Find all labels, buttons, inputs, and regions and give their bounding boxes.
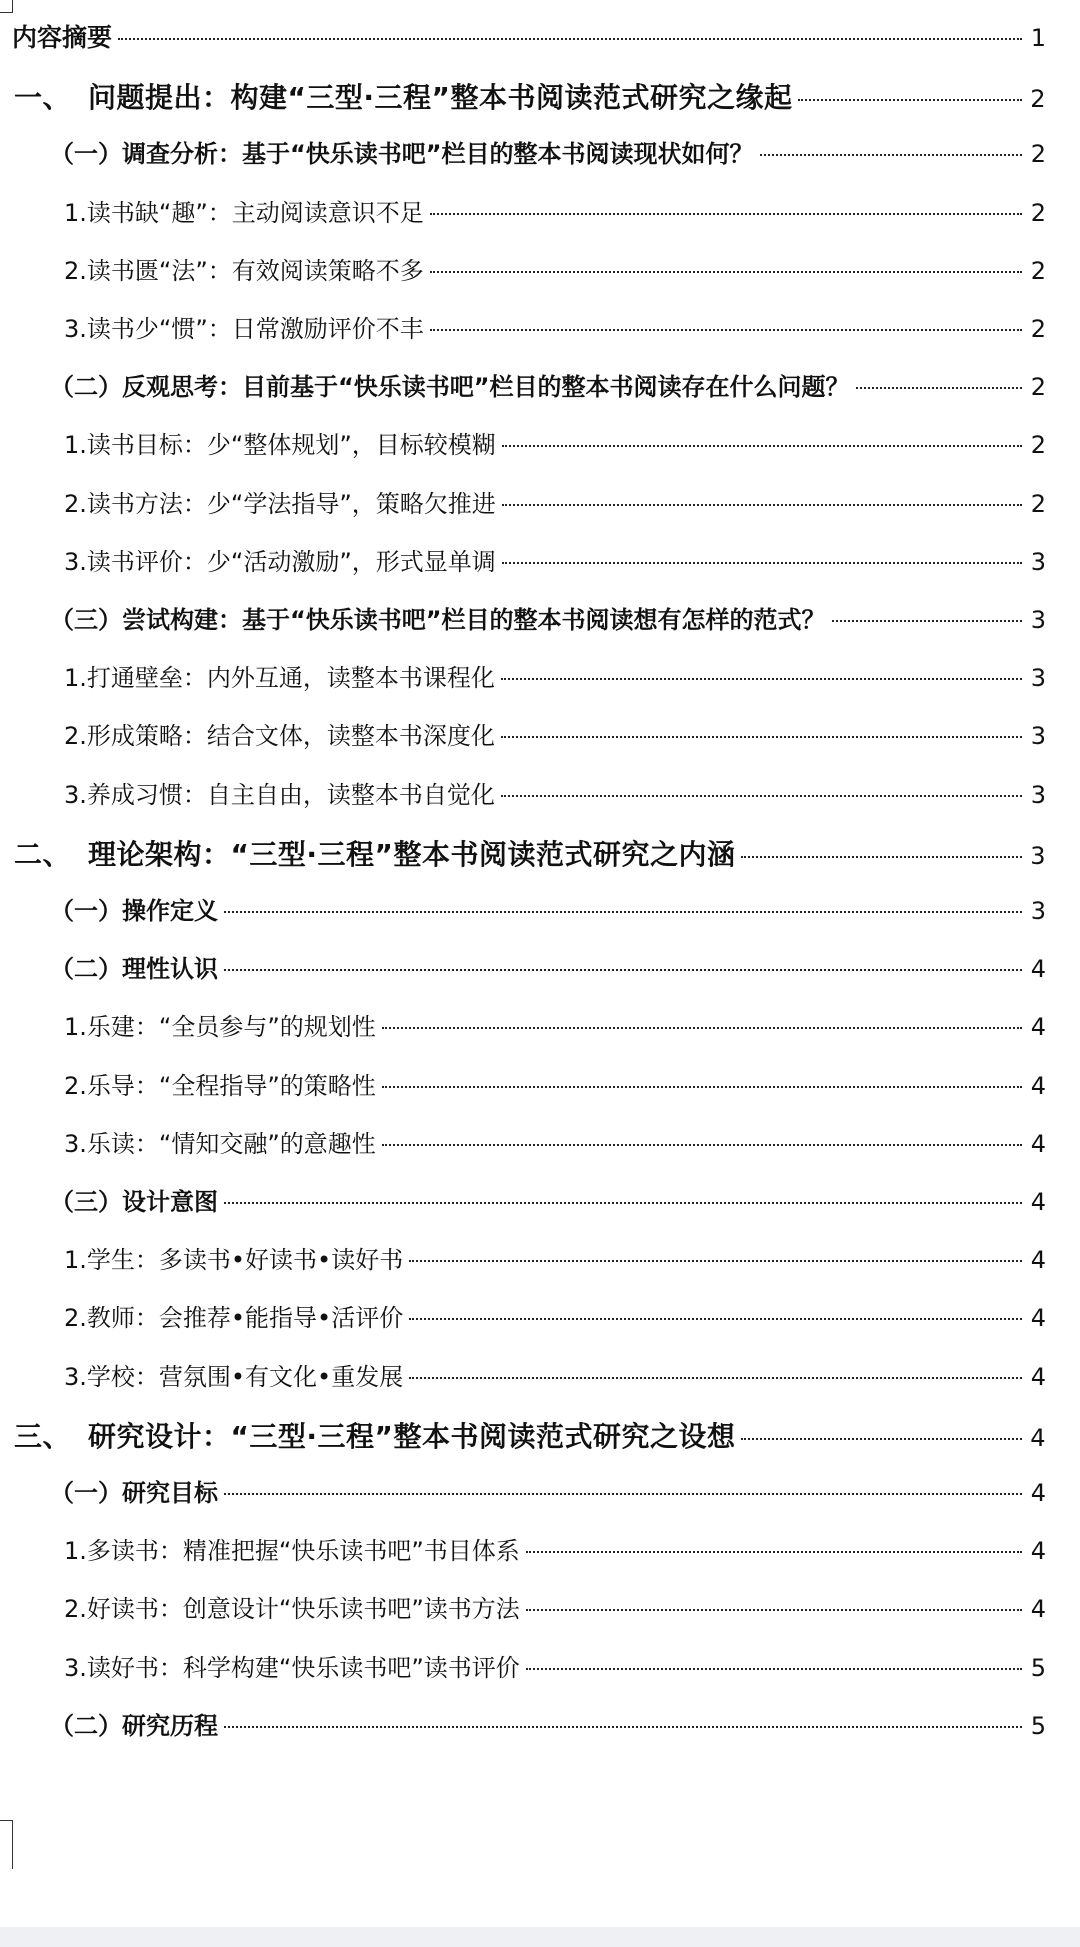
toc-dot-leader [526,1609,1022,1611]
toc-entry-text: 问题提出：构建“三型·三程”整本书阅读范式研究之缘起 [88,81,793,115]
toc-dot-leader [382,1027,1022,1029]
toc-entry[interactable] [64,1240,1046,1280]
toc-entry-title: 1.多读书：精准把握“快乐读书吧”书目体系 [64,1537,520,1566]
toc-dot-leader [382,1086,1022,1088]
toc-entry[interactable] [12,18,1046,58]
toc-page-number: 4 [1030,1362,1046,1391]
toc-entry-title: （二）反观思考：目前基于“快乐读书吧”栏目的整本书阅读存在什么问题？ [50,373,850,402]
toc-entry-title: 2.好读书：创意设计“快乐读书吧”读书方法 [64,1595,520,1624]
toc-page-number: 3 [1030,664,1046,693]
toc-page-number: 5 [1030,1653,1046,1682]
toc-entry-title: 1.读书目标：少“整体规划”，目标较模糊 [64,431,496,460]
toc-page-number: 3 [1030,547,1046,576]
toc-page-number: 3 [1030,897,1046,925]
toc-page-number: 4 [1030,1423,1046,1452]
toc-entry-title: 1.学生：多读书•好读书•读好书 [64,1246,404,1275]
toc-entry-title: （三）尝试构建：基于“快乐读书吧”栏目的整本书阅读想有怎样的范式？ [50,606,826,634]
toc-entry-title [14,1415,735,1455]
toc-entry-title: 3.读书评价：少“活动激励”，形式显单调 [64,547,496,576]
toc-entry[interactable] [64,716,1046,756]
toc-page-number: 2 [1030,315,1046,343]
toc-page-number: 2 [1030,431,1046,460]
toc-dot-leader [224,1202,1022,1204]
toc-page-number: 4 [1030,1537,1046,1566]
toc-entry[interactable] [14,833,1046,873]
crop-mark-bottom-left [0,1820,13,1869]
toc-page-number: 2 [1030,373,1046,402]
crop-mark-top-left [0,0,13,13]
toc-entry[interactable] [50,1706,1046,1746]
toc-entry[interactable] [50,367,1046,407]
toc-entry-number: 一、 [14,81,72,115]
toc-entry[interactable] [64,1298,1046,1338]
toc-page-number: 4 [1030,1479,1046,1507]
toc-dot-leader [430,213,1022,215]
toc-entry[interactable] [64,542,1046,582]
toc-dot-leader [409,1260,1022,1262]
toc-entry[interactable] [14,1415,1046,1455]
toc-entry[interactable] [64,251,1046,291]
toc-page-number: 2 [1030,256,1046,285]
toc-page-number: 3 [1030,606,1046,634]
toc-dot-leader [430,329,1022,331]
toc-entry-text: 理论架构：“三型·三程”整本书阅读范式研究之内涵 [88,837,736,871]
toc-page-number: 2 [1030,140,1046,169]
toc-page-number: 2 [1030,198,1046,227]
toc-entry-number: 三、 [14,1419,72,1453]
toc-dot-leader [501,678,1022,680]
toc-entry-title: （三）设计意图 [50,1188,218,1216]
toc-entry-title: 内容摘要 [12,23,113,52]
toc-page-number: 2 [1030,85,1046,114]
toc-dot-leader [526,1668,1022,1670]
toc-dot-leader [224,969,1022,971]
toc-entry[interactable] [50,600,1046,640]
toc-dot-leader [224,1493,1022,1495]
toc-page-number: 4 [1030,1595,1046,1624]
toc-entry[interactable] [50,891,1046,931]
toc-page-number: 4 [1030,1188,1046,1216]
toc-dot-leader [224,1726,1022,1728]
toc-dot-leader [502,504,1022,506]
toc-page-number: 4 [1030,1246,1046,1275]
toc-page-number: 4 [1030,1013,1046,1042]
toc-dot-leader [502,445,1022,447]
toc-entry-title: 3.乐读：“情知交融”的意趣性 [64,1129,376,1158]
toc-dot-leader [224,911,1022,913]
toc-page-number: 4 [1030,1129,1046,1158]
toc-entry-text: 研究设计：“三型·三程”整本书阅读范式研究之设想 [88,1419,736,1453]
toc-entry-title [14,76,792,116]
toc-dot-leader [526,1551,1022,1553]
toc-dot-leader [832,620,1022,622]
toc-entry-title: 3.读好书：科学构建“快乐读书吧”读书评价 [64,1653,520,1682]
toc-dot-leader [501,795,1022,797]
toc-dot-leader [741,1438,1022,1440]
toc-entry[interactable] [64,1124,1046,1164]
toc-entry-title: 2.乐导：“全程指导”的策略性 [64,1071,376,1100]
toc-entry[interactable] [64,484,1046,524]
toc-entry-title [14,833,735,873]
toc-entry-title: 3.学校：营氛围•有文化•重发展 [64,1362,404,1391]
toc-entry-title: 1.乐建：“全员参与”的规划性 [64,1013,376,1042]
toc-page-number: 4 [1030,955,1046,984]
toc-entry[interactable] [64,1007,1046,1047]
toc-entry[interactable] [14,76,1046,116]
toc-entry-title: （一）操作定义 [50,897,218,925]
toc-page-number: 4 [1030,1304,1046,1333]
toc-entry[interactable] [50,134,1046,174]
toc-entry[interactable] [64,1066,1046,1106]
toc-dot-leader [741,856,1022,858]
toc-entry[interactable] [50,949,1046,989]
toc-entry-title: 1.读书缺“趣”：主动阅读意识不足 [64,198,424,227]
toc-page-number: 4 [1030,1071,1046,1100]
toc-dot-leader [760,154,1022,156]
toc-dot-leader [382,1144,1022,1146]
toc-entry[interactable] [64,658,1046,698]
toc-page-number: 1 [1030,24,1046,52]
toc-entry-title: 3.读书少“惯”：日常激励评价不丰 [64,315,424,343]
toc-entry-title: 2.读书匮“法”：有效阅读策略不多 [64,256,424,285]
toc-page-number: 3 [1030,780,1046,809]
toc-dot-leader [409,1318,1022,1320]
toc-entry-title: 3.养成习惯：自主自由，读整本书自觉化 [64,780,495,809]
toc-dot-leader [501,736,1022,738]
toc-entry-title: 2.读书方法：少“学法指导”，策略欠推进 [64,489,496,518]
toc-entry[interactable] [50,1182,1046,1222]
toc-entry[interactable] [64,309,1046,349]
toc-dot-leader [798,99,1022,101]
toc-dot-leader [409,1377,1022,1379]
toc-entry[interactable] [64,193,1046,233]
toc-entry-title: （一）研究目标 [50,1479,218,1507]
toc-entry-title: 2.教师：会推荐•能指导•活评价 [64,1304,404,1333]
toc-entry-title: （二）理性认识 [50,955,218,984]
toc-page-number: 5 [1030,1711,1046,1740]
toc-entry[interactable] [64,1531,1046,1571]
toc-page-number: 3 [1030,722,1046,751]
toc-entry[interactable] [64,1357,1046,1397]
toc-entry[interactable] [64,1648,1046,1688]
toc-entry[interactable] [64,1589,1046,1629]
toc-dot-leader [430,271,1022,273]
viewer-bottom-bar [0,1927,1080,1947]
toc-dot-leader [856,387,1022,389]
toc-entry-title: 2.形成策略：结合文体，读整本书深度化 [64,722,495,751]
toc-entry[interactable] [64,775,1046,815]
toc-entry-title: （二）研究历程 [50,1711,218,1740]
toc-entry-title: （一）调查分析：基于“快乐读书吧”栏目的整本书阅读现状如何？ [50,140,754,169]
toc-page-number: 3 [1030,841,1046,870]
toc-entry-title: 1.打通壁垒：内外互通，读整本书课程化 [64,664,495,693]
toc-entry[interactable] [64,425,1046,465]
toc-dot-leader [118,38,1022,40]
toc-dot-leader [502,562,1022,564]
toc-entry[interactable] [50,1473,1046,1513]
toc-entry-number: 二、 [14,837,72,871]
toc-page-number: 2 [1030,489,1046,518]
